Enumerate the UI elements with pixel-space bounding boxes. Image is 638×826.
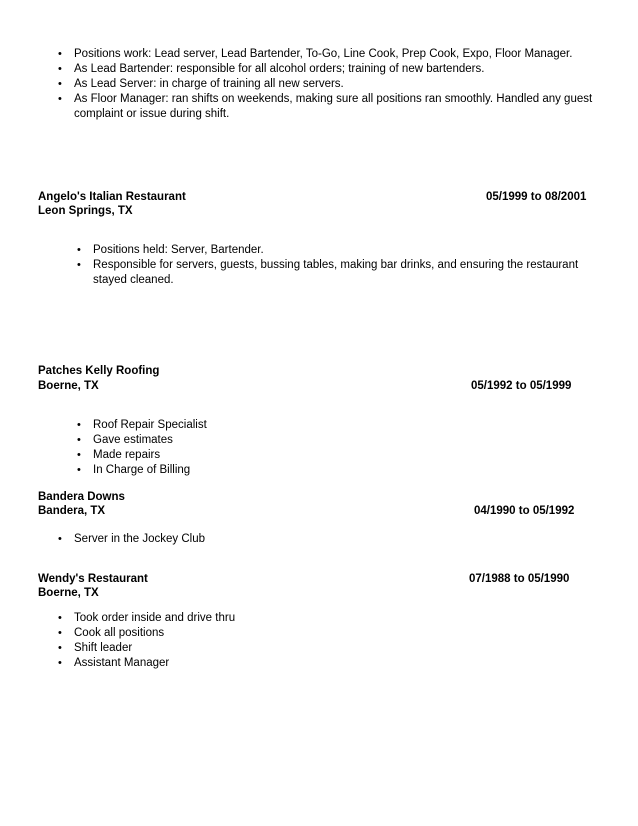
list-item: • As Floor Manager: ran shifts on weekends, making sure all positions ran smoothly. Handled any guest complaint or issue during shift. (58, 93, 593, 120)
list-item: • Cook all positions (58, 627, 165, 639)
list-item: • In Charge of Billing (77, 464, 191, 476)
bullet-icon: • (77, 434, 81, 446)
employer-name-bandera: Bandera Downs (38, 491, 125, 503)
bandera-bullet-list (58, 532, 474, 547)
employer-dates-bandera: 04/1990 to 05/1992 (474, 505, 575, 517)
list-item: • Made repairs (77, 449, 161, 461)
bullet-icon: • (77, 259, 81, 271)
employer-dates-angelos: 05/1999 to 08/2001 (486, 191, 587, 203)
bullet-icon: • (77, 419, 81, 431)
employer-name-patches: Patches Kelly Roofing (38, 365, 160, 377)
bullet-icon: • (58, 657, 62, 669)
employer-dates-wendys: 07/1988 to 05/1990 (469, 573, 570, 585)
bullet-icon: • (58, 642, 62, 654)
employer-location-wendys: Boerne, TX (38, 587, 99, 599)
list-item: • Shift leader (58, 642, 133, 654)
employer-location-angelos: Leon Springs, TX (38, 205, 133, 217)
bullet-icon: • (58, 93, 62, 105)
list-item: • As Lead Server: in charge of training all new servers. (58, 78, 344, 90)
employer-name-wendys: Wendy's Restaurant (38, 573, 148, 585)
employer-location-patches: Boerne, TX (38, 380, 99, 392)
bullet-icon: • (58, 48, 62, 60)
list-item: • Took order inside and drive thru (58, 612, 236, 624)
list-item: • Positions work: Lead server, Lead Bartender, To-Go, Line Cook, Prep Cook, Expo, Floor Manager. (58, 48, 573, 60)
bullet-icon: • (58, 63, 62, 75)
list-item: • Responsible for servers, guests, bussing tables, making bar drinks, and ensuring the restaurant stayed cleaned. (77, 259, 579, 286)
bullet-icon: • (77, 464, 81, 476)
list-item: • Server in the Jockey Club (58, 533, 206, 545)
list-item: • Positions held: Server, Bartender. (77, 244, 264, 256)
list-item: • Assistant Manager (58, 657, 170, 669)
previous-job-bullet-list (58, 47, 604, 122)
wendys-bullet-list (58, 611, 474, 671)
bullet-icon: • (58, 533, 62, 545)
bullet-icon: • (77, 449, 81, 461)
list-item: • Gave estimates (77, 434, 173, 446)
employer-location-bandera: Bandera, TX (38, 505, 106, 517)
bullet-icon: • (77, 244, 81, 256)
bullet-icon: • (58, 612, 62, 624)
list-item: • Roof Repair Specialist (77, 419, 207, 431)
employer-dates-patches: 05/1992 to 05/1999 (471, 380, 572, 392)
patches-bullet-list (77, 418, 493, 478)
list-item: • As Lead Bartender: responsible for all alcohol orders; training of new bartenders. (58, 63, 485, 75)
bullet-icon: • (58, 627, 62, 639)
employer-name-angelos: Angelo's Italian Restaurant (38, 191, 186, 203)
angelos-bullet-list (77, 243, 598, 288)
bullet-icon: • (58, 78, 62, 90)
